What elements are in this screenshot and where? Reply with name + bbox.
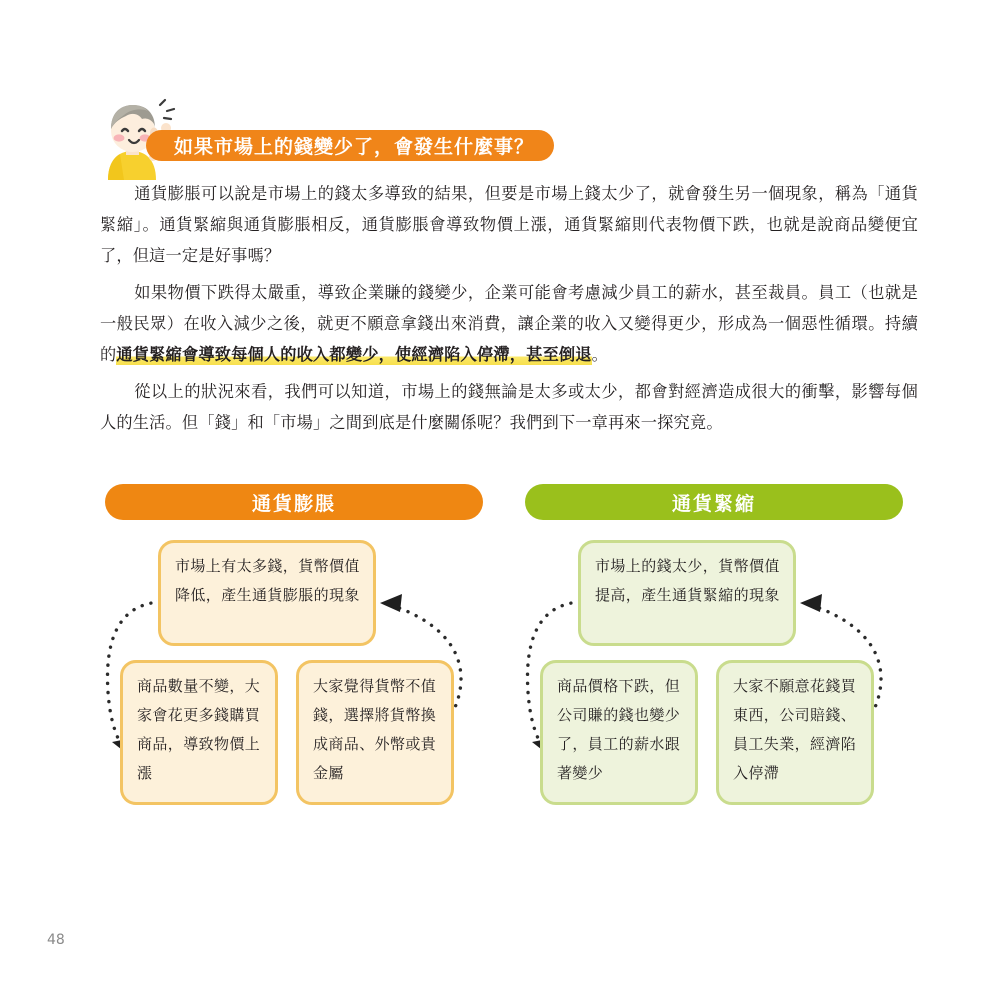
node-inflation-bottom-right: 大家覺得貨幣不值錢，選擇將貨幣換成商品、外幣或貴金屬 [296,660,454,805]
body-text [100,178,918,444]
panel-deflation-title: 通貨緊縮 [525,484,903,520]
heading-text: 如果市場上的錢變少了，會發生什麼事？ [174,136,535,158]
paragraph-2-text: 如果物價下跌得太嚴重，導致企業賺的錢變少，企業可能會考慮減少員工的薪水，甚至裁員。員工（也就是一般民眾）在收入減少之後，就更不願意拿錢出來消費，讓企業的收入又變得更少，形成為一個惡性循環。持續的 [100,283,918,364]
highlighted-phrase: 通貨緊縮會導致每個人的收入都變少，使經濟陷入停滯，甚至倒退 [116,345,592,364]
paragraph-1 [100,178,918,271]
node-inflation-top: 市場上有太多錢，貨幣價值降低，產生通貨膨脹的現象 [158,540,376,646]
node-deflation-bottom-right: 大家不願意花錢買東西，公司賠錢、員工失業，經濟陷入停滯 [716,660,874,805]
heading-pill [146,130,554,161]
panel-inflation [100,484,488,844]
node-deflation-bottom-left: 商品價格下跌，但公司賺的錢也變少了，員工的薪水跟著變少 [540,660,698,805]
node-deflation-top: 市場上的錢太少，貨幣價值提高，產生通貨緊縮的現象 [578,540,796,646]
paragraph-2-tail: 。 [591,345,609,364]
paragraph-2 [100,277,918,370]
paragraph-1-text: 通貨膨脹可以說是市場上的錢太多導致的結果，但要是市場上錢太少了，就會發生另一個現象，稱為「通貨緊縮」。通貨緊縮與通貨膨脹相反，通貨膨脹會導致物價上漲，通貨緊縮則代表物價下跌，也就是說商品變便宜了，但這一定是好事嗎？ [100,184,918,265]
section-heading [98,95,918,180]
cycle-diagram [100,484,920,844]
node-inflation-bottom-left: 商品數量不變，大家會花更多錢購買商品，導致物價上漲 [120,660,278,805]
panel-inflation-title: 通貨膨脹 [105,484,483,520]
panel-deflation [520,484,908,844]
paragraph-3-text: 從以上的狀況來看，我們可以知道，市場上的錢無論是太多或太少，都會對經濟造成很大的衝擊，影響每個人的生活。但「錢」和「市場」之間到底是什麼關係呢？我們到下一章再來一探究竟。 [100,382,918,432]
paragraph-3 [100,376,918,438]
page-number: 48 [47,932,65,948]
